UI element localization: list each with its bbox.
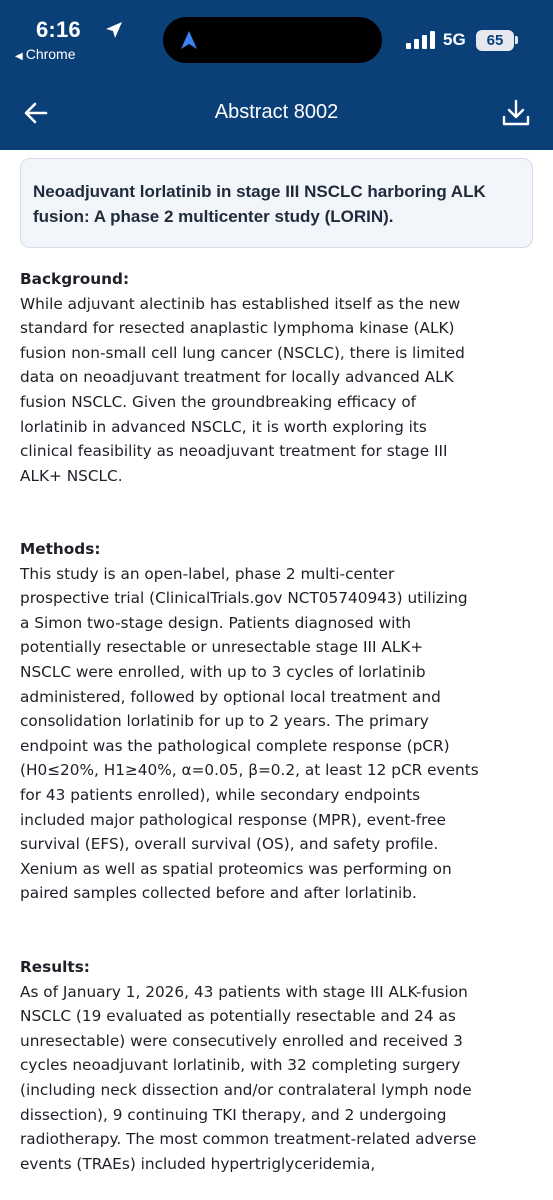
back-app-label: Chrome bbox=[25, 46, 76, 62]
abstract-title: Neoadjuvant lorlatinib in stage III NSCLC harboring ALK fusion: A phase 2 multicenter study (LORIN). bbox=[33, 182, 486, 226]
results-heading: Results: bbox=[20, 958, 90, 976]
results-text: As of January 1, 2026, 43 patients with stage III ALK-fusion NSCLC (19 evaluated as potentially resectable and 24 as unresectable) were consecutively enrolled and received 3 cycles neoadjuvant lorlatinib, with 32 completing surgery (including neck dissection and/or contralateral lymph node dissection), 9 continuing TKI therapy, and 2 undergoing radiotherapy. The most common treatment-related adverse events (TRAEs) included hypertriglyceridemia, bbox=[20, 982, 477, 1173]
back-to-app-link[interactable] bbox=[15, 46, 76, 62]
cellular-signal-icon bbox=[406, 31, 436, 49]
methods-section bbox=[20, 537, 533, 906]
background-text: While adjuvant alectinib has established itself as the new standard for resected anaplastic lymphoma kinase (ALK) fusion non-small cell lung cancer (NSCLC), there is limited data on neoadjuvant treatment for locally advanced ALK fusion NSCLC. Given the groundbreaking efficacy of lorlatinib in advanced NSCLC, it is worth exploring its clinical feasibility as neoadjuvant treatment for stage III ALK+ NSCLC. bbox=[20, 294, 465, 485]
navigation-arrow-icon bbox=[177, 28, 201, 52]
dynamic-island bbox=[163, 17, 382, 63]
location-arrow-icon bbox=[104, 20, 124, 40]
battery-tip bbox=[515, 36, 518, 44]
page-title: Abstract 8002 bbox=[214, 101, 339, 123]
abstract-title-card bbox=[20, 158, 533, 248]
back-triangle-icon: ◀ bbox=[15, 51, 23, 62]
methods-text: This study is an open-label, phase 2 multi-center prospective trial (ClinicalTrials.gov NCT05740943) utilizing a Simon two-stage design. Patients diagnosed with potentially resectable or unresectable stage III ALK+ NSCLC were enrolled, with up to 3 cycles of lorlatinib administered, followed by optional local treatment and consolidation lorlatinib for up to 2 years. The primary endpoint was the pathological complete response (pCR) (H0≤20%, H1≥40%, α=0.05, β=0.2, at least 12 pCR events for 43 patients enrolled), while secondary endpoints included major pathological response (MPR), event-free survival (EFS), overall survival (OS), and safety profile. Xenium as well as spatial proteomics was performing on paired samples collected before and after lorlatinib. bbox=[20, 564, 479, 903]
methods-heading: Methods: bbox=[20, 540, 101, 558]
results-section bbox=[20, 955, 533, 1176]
network-type: 5G bbox=[443, 30, 466, 49]
download-icon[interactable] bbox=[500, 97, 532, 129]
background-section bbox=[20, 267, 533, 488]
status-time: 6:16 bbox=[36, 17, 81, 42]
background-heading: Background: bbox=[20, 270, 130, 288]
app-header bbox=[0, 0, 553, 150]
battery-icon: 65 bbox=[476, 30, 514, 51]
